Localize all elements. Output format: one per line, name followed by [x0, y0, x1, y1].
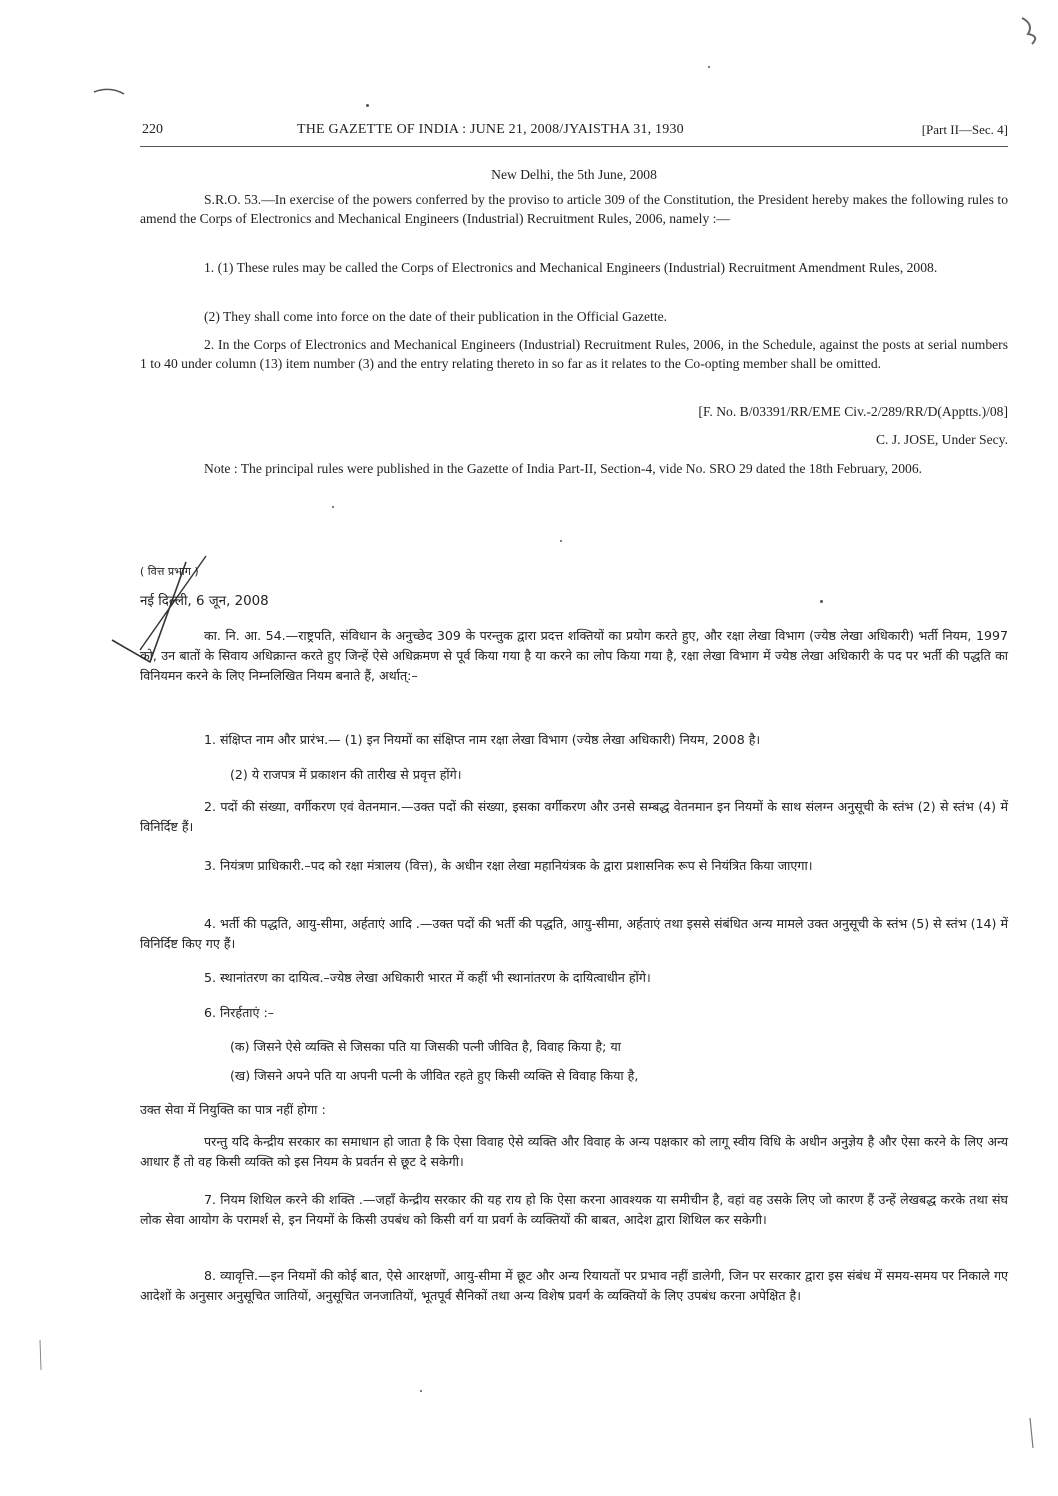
- gazette-header: [142, 122, 1008, 142]
- hindi-rule-7: 7. नियम शिथिल करने की शक्ति .—जहाँ केन्द्रीय सरकार की यह राय हो कि ऐसा करना आवश्यक या समीचीन है, वहां वह उसके लिए जो कारण हैं उन्हें लेखबद्ध करके तथा संघ लोक सेवा आयोग के परामर्श से, इन नियमों के किसी उपबंध को किसी वर्ग या प्रवर्ग के व्यक्तियों की बाबत, आदेश द्वारा शिथिल कर सकेगी।: [140, 1192, 1008, 1227]
- gazette-title: THE GAZETTE OF INDIA : JUNE 21, 2008/JYAISTHA 31, 1930: [297, 122, 684, 137]
- hindi-rule-1-2: (2) ये राजपत्र में प्रकाशन की तारीख से प्रवृत्त होंगे।: [230, 767, 462, 782]
- hindi-dateline: नई दिल्ली, 6 जून, 2008: [140, 594, 269, 609]
- hindi-preamble: का. नि. आ. 54.—राष्ट्रपति, संविधान के अनुच्छेद 309 के परन्तुक द्वारा प्रदत्त शक्तियों का प्रयोग करते हुए, और रक्षा लेखा विभाग (ज्येष्ठ लेखा अधिकारी) भर्ती नियम, 1997 को, उन बातों के सिवाय अधिक्रान्त करते हुए जिन्हें ऐसे अधिक्रमण से पूर्व किया गया है या करने का लोप किया गया है, रक्षा लेखा विभाग में ज्येष्ठ लेखा अधिकारी के पद पर भर्ती की पद्धति का विनियमन करने के लिए निम्नलिखित नियम बनाते हैं, अर्थात्:–: [140, 628, 1008, 683]
- hindi-rule-6-ka: (क) जिसने ऐसे व्यक्ति से जिसका पति या जिसकी पत्नी जीवित है, विवाह किया है; या: [230, 1039, 621, 1054]
- english-rule-2: 2. In the Corps of Electronics and Mechanical Engineers (Industrial) Recruitment Rules, 2006, in the Schedule, against the posts at serial numbers 1 to 40 under column (13) item number (3) and the entry relating thereto in so far as it relates to the Co-opting member shall be omitted.: [140, 337, 1008, 371]
- english-dateline: New Delhi, the 5th June, 2008: [491, 167, 657, 182]
- hindi-rule-6-kha: (ख) जिसने अपने पति या अपनी पत्नी के जीवित रहते हुए किसी व्यक्ति से विवाह किया है,: [230, 1068, 639, 1083]
- hindi-rule-4: 4. भर्ती की पद्धति, आयु-सीमा, अर्हताएं आदि .—उक्त पदों की भर्ती की पद्धति, आयु-सीमा, अर्हताएं तथा इससे संबंधित अन्य मामले उक्त अनुसूची के स्तंभ (5) से स्तंभ (14) में विनिर्दिष्ट किए गए हैं।: [140, 916, 1008, 951]
- hindi-rule-6-proviso: परन्तु यदि केन्द्रीय सरकार का समाधान हो जाता है कि ऐसा विवाह ऐसे व्यक्ति और विवाह के अन्य पक्षकार को लागू स्वीय विधि के अधीन अनुज्ञेय है और ऐसा करने के लिए अन्य आधार हैं तो वह किसी व्यक्ति को इस नियम के प्रवर्तन से छूट दे सकेगी।: [140, 1134, 1008, 1169]
- page-number: 220: [142, 122, 163, 137]
- hindi-department: ( वित्त प्रभाग ): [140, 565, 199, 578]
- hindi-rule-5: 5. स्थानांतरण का दायित्व.–ज्येष्ठ लेखा अधिकारी भारत में कहीं भी स्थानांतरण के दायित्वाधीन होंगे।: [204, 970, 651, 985]
- hindi-rule-2: 2. पदों की संख्या, वर्गीकरण एवं वेतनमान.—उक्त पदों की संख्या, इसका वर्गीकरण और उनसे सम्बद्ध वेतनमान इन नियमों के साथ संलग्न अनुसूची के स्तंभ (2) से स्तंभ (4) में विनिर्दिष्ट हैं।: [140, 799, 1008, 834]
- hindi-rule-6: 6. निरर्हताएं :–: [204, 1005, 275, 1020]
- hindi-rule-8: 8. व्यावृत्ति.—इन नियमों की कोई बात, ऐसे आरक्षणों, आयु-सीमा में छूट और अन्य रियायतों पर प्रभाव नहीं डालेगी, जिन पर सरकार द्वारा इस संबंध में समय-समय पर निकाले गए आदेशों के अनुसार अनुसूचित जातियों, अनुसूचित जनजातियों, भूतपूर्व सैनिकों तथा अन्य विशेष प्रवर्ग के व्यक्तियों के लिए उपबंध करना अपेक्षित है।: [140, 1268, 1008, 1303]
- signatory: C. J. JOSE, Under Secy.: [875, 432, 1008, 447]
- file-number: [F. No. B/03391/RR/EME Civ.-2/289/RR/D(Apptts.)/08]: [698, 404, 1008, 419]
- hindi-rule-1-1: 1. संक्षिप्त नाम और प्रारंभ.— (1) इन नियमों का संक्षिप्त नाम रक्षा लेखा विभाग (ज्येष्ठ लेखा अधिकारी) नियम, 2008 है।: [204, 732, 761, 747]
- english-preamble: S.R.O. 53.—In exercise of the powers conferred by the proviso to article 309 of the Constitution, the President hereby makes the following rules to amend the Corps of Electronics and Mechanical Engineers (Industrial) Recruitment Rules, 2006, namely :—: [140, 192, 1008, 226]
- english-rule-1-2: (2) They shall come into force on the date of their publication in the Official Gazette.: [204, 309, 668, 324]
- hindi-rule-3: 3. नियंत्रण प्राधिकारी.–पद को रक्षा मंत्रालय (वित्त), के अधीन रक्षा लेखा महानियंत्रक के द्वारा प्रशासनिक रूप से नियंत्रित किया जाएगा।: [204, 858, 813, 873]
- english-rule-1-1: 1. (1) These rules may be called the Corps of Electronics and Mechanical Engineers (Industrial) Recruitment Amendment Rules, 2008.: [204, 260, 938, 275]
- part-section: [Part II—Sec. 4]: [921, 122, 1008, 137]
- header-divider: [140, 146, 1008, 147]
- english-note: Note : The principal rules were published in the Gazette of India Part-II, Section-4, vide No. SRO 29 dated the 18th February, 2006.: [204, 461, 923, 476]
- hindi-rule-6-tail: उक्त सेवा में नियुक्ति का पात्र नहीं होगा :: [140, 1102, 326, 1117]
